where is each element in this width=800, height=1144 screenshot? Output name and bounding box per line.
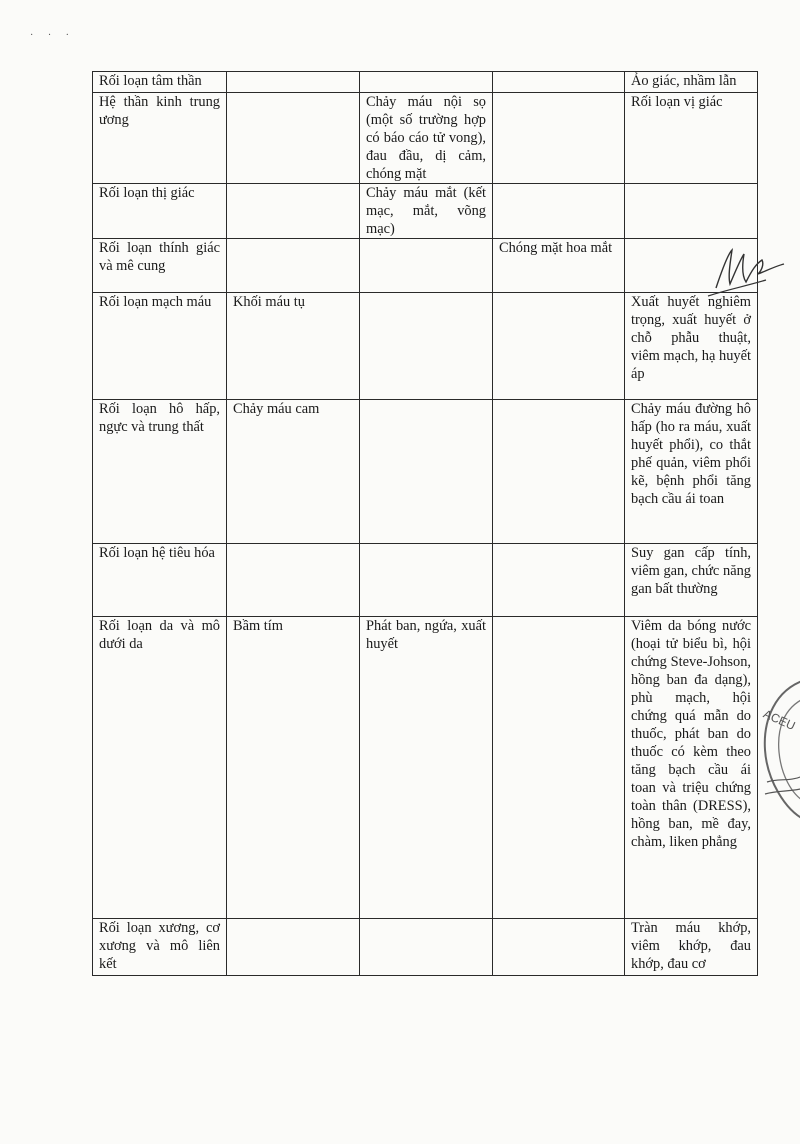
cell-col5 [625,184,758,239]
table-row [93,400,758,544]
cell-col4 [493,184,625,239]
cell-col4 [493,919,625,976]
cell-col5: Suy gan cấp tính, viêm gan, chức năng gan bất thường [625,544,758,617]
cell-col2 [227,919,360,976]
adverse-effects-table [92,71,758,976]
organ-class-cell: Rối loạn da và mô dưới da [93,617,227,919]
table-row [93,617,758,919]
cell-col5: Tràn máu khớp, viêm khớp, đau khớp, đau cơ [625,919,758,976]
cell-col3: Chảy máu nội sọ (một số trường hợp có báo cáo tử vong), đau đầu, dị cảm, chóng mặt [360,93,493,184]
cell-col4 [493,400,625,544]
scan-specks: · · · [30,30,75,41]
cell-col3 [360,400,493,544]
table-row [93,919,758,976]
organ-class-cell: Rối loạn thính giác và mê cung [93,239,227,293]
table-row [93,239,758,293]
cell-col4 [493,617,625,919]
table-row [93,72,758,93]
cell-col3 [360,544,493,617]
cell-col2: Bầm tím [227,617,360,919]
cell-col5: Rối loạn vị giác [625,93,758,184]
cell-col2 [227,72,360,93]
cell-col3 [360,72,493,93]
stamp-text: ACEU [761,706,798,734]
handwritten-signature [706,240,786,300]
cell-col4 [493,93,625,184]
cell-col2 [227,93,360,184]
cell-col3: Chảy máu mắt (kết mạc, mắt, võng mạc) [360,184,493,239]
cell-col2: Khối máu tụ [227,293,360,400]
cell-col3 [360,293,493,400]
cell-col3: Phát ban, ngứa, xuất huyết [360,617,493,919]
cell-col2 [227,239,360,293]
organ-class-cell: Rối loạn tâm thần [93,72,227,93]
cell-col3 [360,919,493,976]
cell-col4 [493,72,625,93]
organ-class-cell: Rối loạn hô hấp, ngực và trung thất [93,400,227,544]
cell-col4 [493,293,625,400]
table-row [93,93,758,184]
cell-col2: Chảy máu cam [227,400,360,544]
organ-class-cell: Rối loạn thị giác [93,184,227,239]
cell-col4 [493,544,625,617]
table-row [93,184,758,239]
cell-col3 [360,239,493,293]
cell-col2 [227,184,360,239]
table-row [93,293,758,400]
cell-col5: Chảy máu đường hô hấp (ho ra máu, xuất huyết phổi), co thắt phế quản, viêm phổi kẽ, bệnh phổi tăng bạch cầu ái toan [625,400,758,544]
stamp-fragment [745,670,800,830]
cell-col2 [227,544,360,617]
organ-class-cell: Rối loạn xương, cơ xương và mô liên kết [93,919,227,976]
cell-col5: Viêm da bóng nước (hoại tử biểu bì, hội chứng Steve-Johson, hồng ban đa dạng), phù mạch, hội chứng quá mẫn do thuốc, phát ban do thuốc có kèm theo tăng bạch cầu ái toan và triệu chứng toàn thân (DRESS), hồng ban, mề đay, chàm, liken phẳng [625,617,758,919]
cell-col5: Ảo giác, nhầm lẫn [625,72,758,93]
organ-class-cell: Rối loạn hệ tiêu hóa [93,544,227,617]
table-row [93,544,758,617]
organ-class-cell: Rối loạn mạch máu [93,293,227,400]
cell-col5: Xuất huyết nghiêm trọng, xuất huyết ở chỗ phẫu thuật, viêm mạch, hạ huyết áp [625,293,758,400]
organ-class-cell: Hệ thần kinh trung ương [93,93,227,184]
cell-col4: Chóng mặt hoa mắt [493,239,625,293]
